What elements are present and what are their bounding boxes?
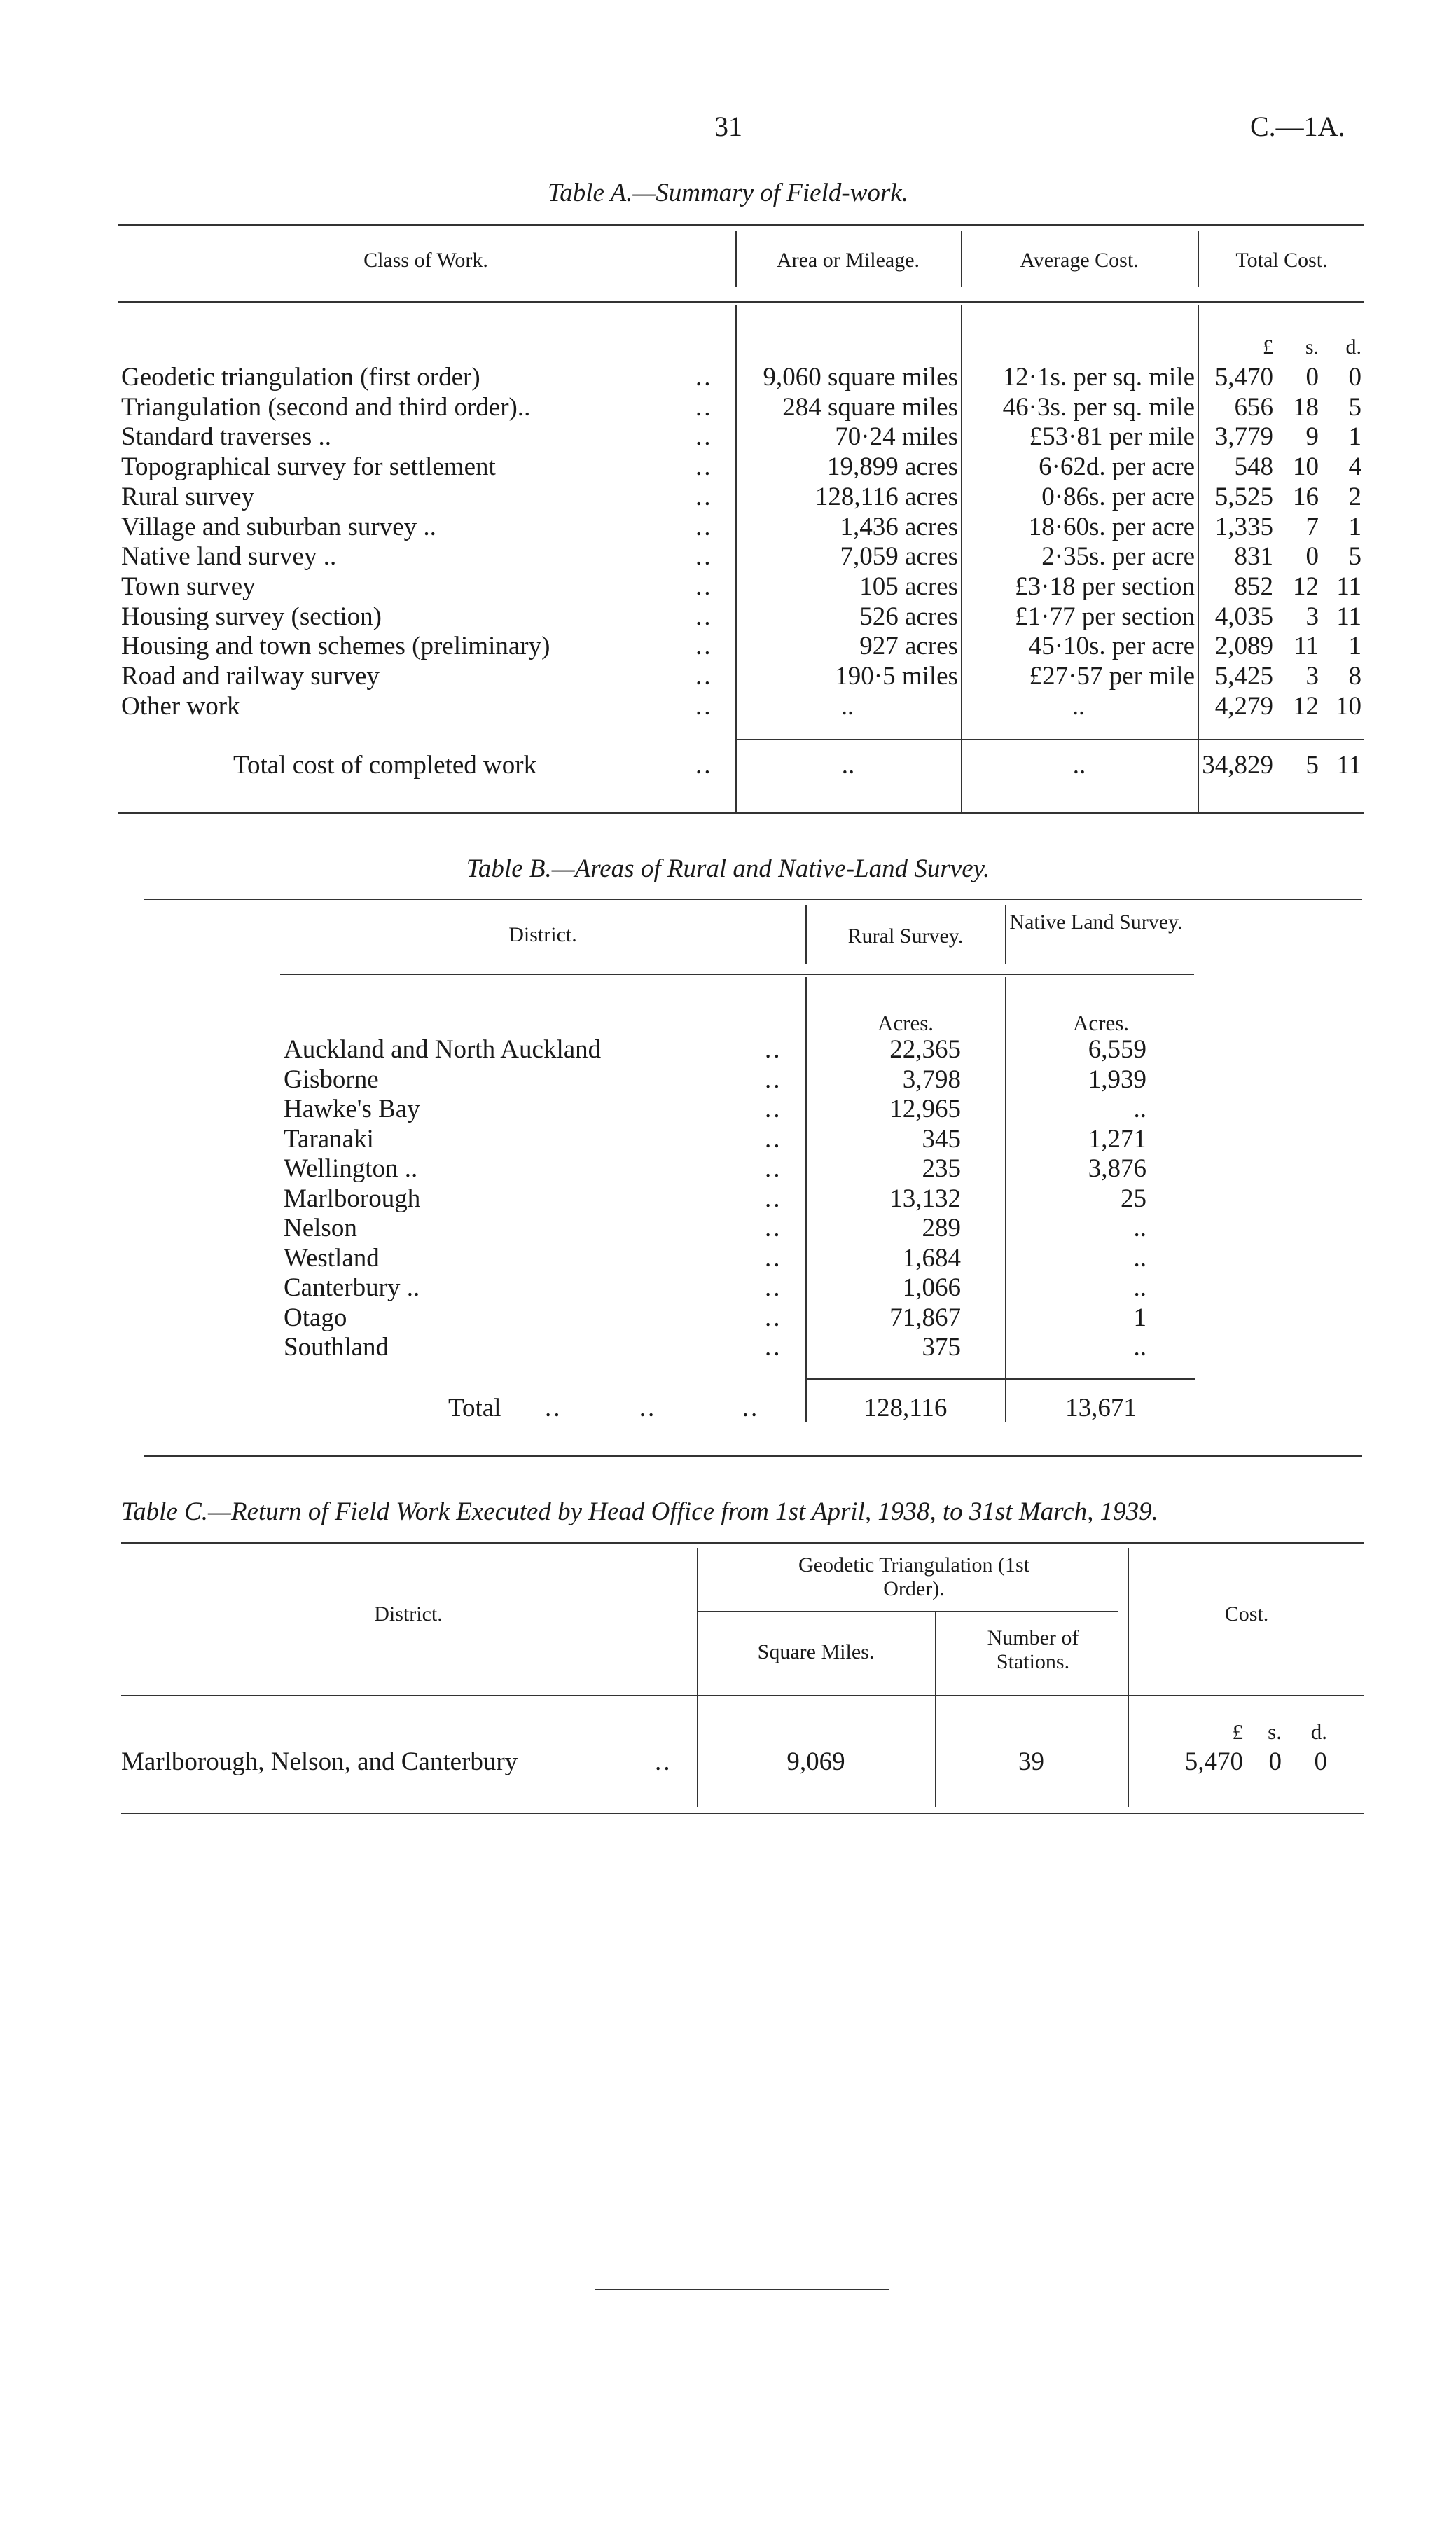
table-a-row-pounds: 5,425 [1214,662,1273,691]
table-b-unit-rural: Acres. [877,1011,934,1035]
table-b-row-leader: .. [765,1035,782,1064]
table-b-row-native: 1 [1133,1303,1146,1332]
table-a-row-leader: .. [695,602,713,631]
table-c-unit-pounds: £ [1232,1719,1243,1744]
table-a-header-area: Area or Mileage. [776,249,920,272]
table-a-row-shillings: 3 [1305,602,1319,631]
table-b-row-rural: 235 [922,1154,961,1183]
table-a-row-avg: 6·62d. per acre [1039,452,1195,481]
table-a-row-label: Road and railway survey [121,662,380,691]
table-c-divider-2 [935,1611,936,1807]
table-a-row-area: 526 acres [859,602,958,631]
table-b-total-leader: .. .. .. [545,1394,760,1422]
table-a-row-label: Topographical survey for settlement [121,452,496,481]
page-number: 31 [714,111,742,142]
table-b-row-district: Wellington .. [284,1154,418,1183]
table-a-row-shillings: 10 [1293,452,1319,481]
table-a-title: Table A.—Summary of Field-work. [548,179,908,207]
page-reference: C.—1A. [1250,111,1345,142]
table-b-row-native: .. [1133,1273,1146,1302]
table-a-row-avg: £1·77 per section [1015,602,1195,631]
table-c-row-shillings: 0 [1268,1747,1282,1776]
table-b-row-rural: 289 [922,1214,961,1242]
table-b-row-rural: 375 [922,1333,961,1362]
table-b-row-leader: .. [765,1333,782,1362]
table-a-row-label: Native land survey .. [121,542,337,571]
table-a-row-leader: .. [695,422,713,451]
table-a-row-pence: 2 [1348,483,1361,511]
table-a-row-area: 927 acres [859,632,958,660]
table-a-row-area: 19,899 acres [827,452,958,481]
table-c-unit-pence: d. [1310,1719,1327,1744]
table-a-row-shillings: 12 [1293,692,1319,721]
table-b-bottom-rule [144,1455,1362,1457]
table-a-row-area: 7,059 acres [840,542,958,571]
table-b-row-district: Canterbury .. [284,1273,420,1302]
table-a-row-leader: .. [695,363,713,392]
table-b-row-leader: .. [765,1303,782,1332]
table-b-row-leader: .. [765,1273,782,1302]
table-b-row-district: Hawke's Bay [284,1095,420,1123]
table-a-row-pounds: 4,035 [1214,602,1273,631]
table-b-total-native: 13,671 [1065,1394,1137,1422]
table-b-row-leader: .. [765,1184,782,1213]
table-a-unit-shillings: s. [1305,335,1319,359]
table-a-total-area: .. [841,751,855,780]
table-c-row-pounds: 5,470 [1184,1747,1243,1776]
table-b-row-rural: 22,365 [889,1035,961,1064]
table-a-top-rule [118,224,1364,226]
table-a-row-label: Other work [121,692,240,721]
table-a-row-pence: 4 [1348,452,1361,481]
table-b-row-rural: 345 [922,1125,961,1154]
table-b-row-district: Gisborne [284,1065,379,1094]
table-a-row-leader: .. [695,513,713,541]
table-a-row-label: Triangulation (second and third order).. [121,393,531,422]
table-a-row-area: 190·5 miles [835,662,958,691]
footer-rule [595,2289,889,2290]
table-b-row-leader: .. [765,1125,782,1154]
table-a-row-label: Village and suburban survey .. [121,513,436,541]
table-b-row-district: Otago [284,1303,347,1332]
table-a-header-total: Total Cost. [1235,249,1328,272]
table-b-row-native: 1,939 [1088,1065,1146,1094]
table-a-unit-pounds: £ [1263,335,1273,359]
table-a-row-shillings: 11 [1294,632,1319,660]
table-b-subtotal-rule [807,1378,1195,1380]
table-a-row-shillings: 9 [1305,422,1319,451]
table-a-row-leader: .. [695,572,713,601]
table-a-row-pounds: 4,279 [1214,692,1273,721]
table-a-row-label: Housing survey (section) [121,602,382,631]
table-a-row-leader: .. [695,662,713,691]
table-a-row-label: Standard traverses .. [121,422,332,451]
table-b-row-district: Marlborough [284,1184,421,1213]
table-c-header-sq: Square Miles. [757,1640,875,1663]
table-a-row-shillings: 7 [1305,513,1319,541]
table-a-row-avg: £3·18 per section [1015,572,1195,601]
table-a-row-leader: .. [695,692,713,721]
table-a-total-avg: .. [1072,751,1086,780]
table-b-row-rural: 3,798 [902,1065,961,1094]
table-b-row-district: Auckland and North Auckland [284,1035,602,1064]
table-b-row-native: 6,559 [1088,1035,1146,1064]
table-c-divider-3 [1128,1548,1129,1807]
table-a-row-leader: .. [695,452,713,481]
table-a-row-area: 284 square miles [782,393,958,422]
table-b-header-rule [280,974,1194,975]
table-a-row-area: 105 acres [859,572,958,601]
table-a-row-shillings: 0 [1305,363,1319,392]
table-a-row-pence: 8 [1348,662,1361,691]
table-a-row-shillings: 16 [1293,483,1319,511]
table-a-row-pence: 5 [1348,393,1361,422]
table-b-unit-native: Acres. [1072,1011,1130,1035]
table-a-row-pounds: 2,089 [1214,632,1273,660]
table-b-row-leader: .. [765,1154,782,1183]
table-b-row-rural: 71,867 [889,1303,961,1332]
table-a-row-pence: 11 [1336,572,1361,601]
table-a-row-pounds: 548 [1234,452,1273,481]
table-b-row-rural: 12,965 [889,1095,961,1123]
table-a-row-avg: £53·81 per mile [1029,422,1195,451]
table-a-row-area: .. [840,692,854,721]
table-a-row-shillings: 12 [1293,572,1319,601]
table-c-unit-shillings: s. [1268,1719,1282,1744]
table-a-row-pounds: 5,470 [1214,363,1273,392]
table-a-row-area: 128,116 acres [814,483,958,511]
table-a-row-pounds: 1,335 [1214,513,1273,541]
table-a-bottom-rule [118,812,1364,814]
table-b-header-native: Native Land Survey. [1009,911,1183,934]
table-a-total-leader: .. [695,751,713,780]
table-a-row-pence: 11 [1336,602,1361,631]
table-a-row-area: 70·24 miles [835,422,958,451]
table-a-unit-pence: d. [1345,335,1361,359]
table-b-row-native: 3,876 [1088,1154,1146,1183]
table-b-top-rule [144,899,1362,900]
table-a-total-label: Total cost of completed work [233,751,537,780]
table-a-row-pence: 1 [1348,632,1361,660]
table-b-row-rural: 1,066 [902,1273,961,1302]
table-a-row-shillings: 0 [1305,542,1319,571]
table-b-row-leader: .. [765,1065,782,1094]
table-a-row-avg: 0·86s. per acre [1041,483,1195,511]
table-b-total-rural: 128,116 [864,1394,948,1422]
table-c-header-rule [121,1695,1364,1696]
table-a-row-shillings: 18 [1293,393,1319,422]
table-a-header-rule [118,301,1364,303]
table-a-row-avg: 46·3s. per sq. mile [1002,393,1195,422]
table-b-row-district: Nelson [284,1214,357,1242]
table-a-row-leader: .. [695,393,713,422]
table-b-header-rural: Rural Survey. [847,925,964,948]
table-b-row-native: 25 [1121,1184,1146,1213]
table-b-title: Table B.—Areas of Rural and Native-Land Survey. [466,854,990,883]
table-a-total-shillings: 5 [1305,751,1319,780]
table-a-header-avg: Average Cost. [1020,249,1139,272]
table-c-row-sq: 9,069 [786,1747,845,1776]
table-a-row-pounds: 852 [1234,572,1273,601]
table-b-row-native: .. [1133,1095,1146,1123]
table-c-header-cost: Cost. [1224,1602,1269,1626]
table-a-total-pence: 11 [1336,751,1361,780]
table-c-header-geodetic: Geodetic Triangulation (1st Order). [798,1553,1029,1600]
table-b-row-rural: 13,132 [889,1184,961,1213]
table-a-row-leader: .. [695,542,713,571]
table-c-header-district: District. [374,1602,443,1626]
table-a-row-pence: 1 [1348,422,1361,451]
table-b-row-native: .. [1133,1244,1146,1273]
table-a-row-area: 1,436 acres [840,513,958,541]
table-b-row-rural: 1,684 [902,1244,961,1273]
table-c-row-stations: 39 [1018,1747,1044,1776]
table-a-row-avg: 18·60s. per acre [1028,513,1195,541]
table-a-row-avg: £27·57 per mile [1029,662,1195,691]
table-a-row-leader: .. [695,483,713,511]
table-b-row-native: .. [1133,1214,1146,1242]
table-c-header-stations: Number of Stations. [987,1626,1079,1673]
table-a-row-label: Rural survey [121,483,255,511]
table-b-row-district: Westland [284,1244,380,1273]
table-b-row-leader: .. [765,1244,782,1273]
table-a-row-pence: 0 [1348,363,1361,392]
table-a-row-avg: .. [1072,692,1086,721]
table-a-header-class: Class of Work. [363,249,488,272]
table-a-row-label: Geodetic triangulation (first order) [121,363,480,392]
table-b-row-native: .. [1133,1333,1146,1362]
table-a-row-shillings: 3 [1305,662,1319,691]
table-a-row-avg: 2·35s. per acre [1041,542,1195,571]
table-a-row-label: Housing and town schemes (preliminary) [121,632,550,660]
table-c-title: Table C.—Return of Field Work Executed by Head Office from 1st April, 1938, to 31st March, 1939. [121,1497,1158,1526]
table-a-row-avg: 12·1s. per sq. mile [1002,363,1195,392]
table-a-total-pounds: 34,829 [1202,751,1273,780]
table-a-row-pounds: 3,779 [1214,422,1273,451]
table-b-total-label: Total [448,1394,501,1422]
table-a-row-leader: .. [695,632,713,660]
table-a-subtotal-rule [737,739,1364,740]
table-a-row-pounds: 5,525 [1214,483,1273,511]
table-a-row-pence: 5 [1348,542,1361,571]
table-c-row-district: Marlborough, Nelson, and Canterbury [121,1747,518,1776]
table-b-row-native: 1,271 [1088,1125,1146,1154]
table-a-row-pence: 10 [1336,692,1361,721]
table-a-row-avg: 45·10s. per acre [1028,632,1195,660]
table-a-row-pounds: 656 [1234,393,1273,422]
table-c-bottom-rule [121,1813,1364,1814]
table-b-header-district: District. [508,923,577,946]
table-a-row-label: Town survey [121,572,256,601]
table-c-row-leader: .. [655,1747,672,1776]
table-c-geodetic-rule [698,1611,1118,1612]
table-a-row-pence: 1 [1348,513,1361,541]
table-b-header-divider-2 [1005,905,1006,964]
table-b-row-district: Southland [284,1333,389,1362]
table-c-row-pence: 0 [1314,1747,1327,1776]
table-b-row-leader: .. [765,1214,782,1242]
table-a-row-area: 9,060 square miles [763,363,958,392]
table-c-top-rule [121,1542,1364,1544]
table-a-row-pounds: 831 [1234,542,1273,571]
table-b-row-leader: .. [765,1095,782,1123]
table-b-row-district: Taranaki [284,1125,374,1154]
